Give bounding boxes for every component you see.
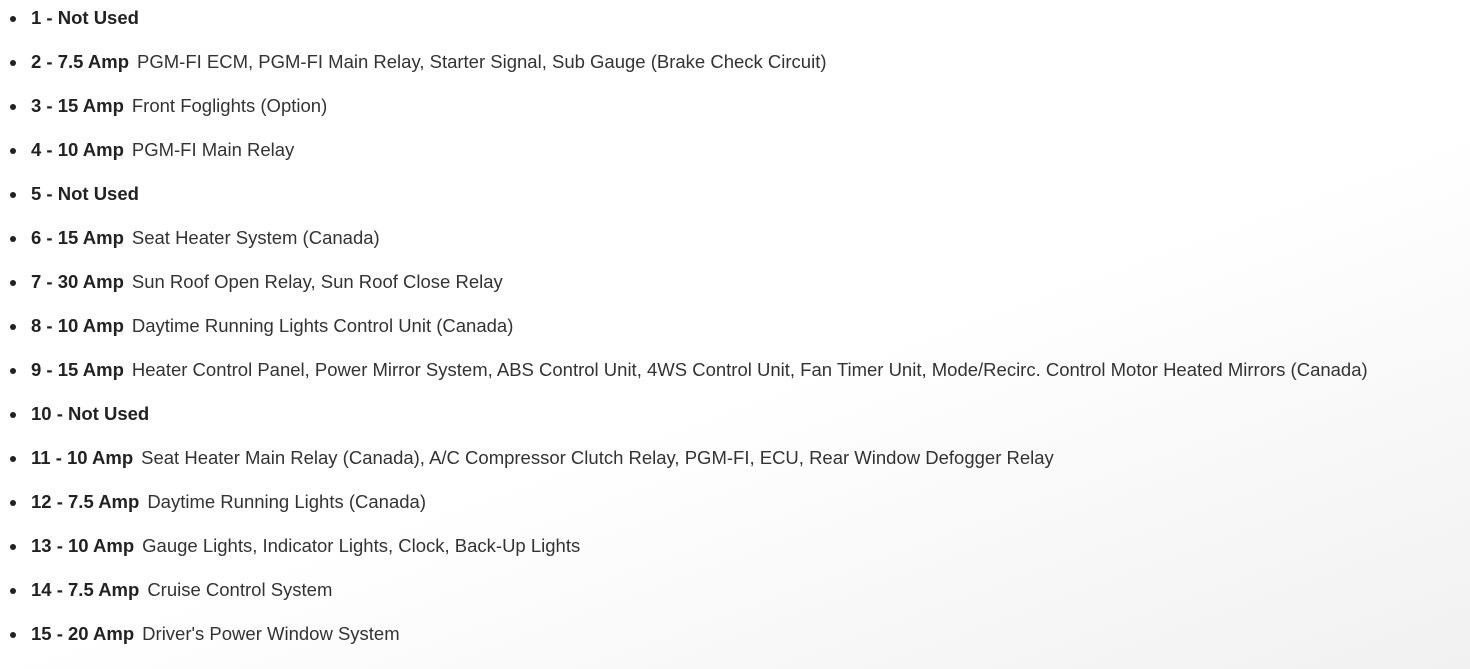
fuse-label: 9 - 15 Amp [31, 359, 124, 380]
fuse-description: PGM-FI ECM, PGM-FI Main Relay, Starter Signal, Sub Gauge (Brake Check Circuit) [137, 51, 827, 72]
fuse-text [31, 183, 147, 205]
fuse-label: 1 - Not Used [31, 7, 139, 28]
fuse-label: 6 - 15 Amp [31, 227, 124, 248]
fuse-text [31, 227, 380, 249]
bullet-icon [10, 544, 16, 550]
fuse-text [31, 535, 580, 557]
fuse-description: Daytime Running Lights (Canada) [147, 491, 426, 512]
fuse-text [31, 139, 294, 161]
fuse-text [31, 623, 400, 645]
fuse-label: 5 - Not Used [31, 183, 139, 204]
fuse-label: 14 - 7.5 Amp [31, 579, 140, 600]
bullet-icon [10, 588, 16, 594]
fuse-text [31, 7, 147, 29]
fuse-label: 10 - Not Used [31, 403, 150, 424]
fuse-label: 2 - 7.5 Amp [31, 51, 130, 72]
fuse-description: Seat Heater Main Relay (Canada), A/C Compressor Clutch Relay, PGM-FI, ECU, Rear Window Defogger Relay [141, 447, 1054, 468]
bullet-icon [10, 104, 16, 110]
fuse-label: 4 - 10 Amp [31, 139, 124, 160]
fuse-text [31, 95, 327, 117]
bullet-icon [10, 60, 16, 66]
fuse-label: 13 - 10 Amp [31, 535, 135, 556]
fuse-description: Front Foglights (Option) [131, 95, 328, 116]
fuse-text [31, 403, 157, 425]
fuse-text [31, 579, 332, 601]
fuse-label: 8 - 10 Amp [31, 315, 124, 336]
fuse-text [31, 359, 1368, 381]
bullet-icon [10, 456, 16, 462]
bullet-icon [10, 16, 16, 22]
bullet-icon [10, 192, 16, 198]
fuse-description: Cruise Control System [147, 579, 333, 600]
fuse-text [31, 271, 503, 293]
bullet-icon [10, 280, 16, 286]
bullet-icon [10, 368, 16, 374]
fuse-description: Daytime Running Lights Control Unit (Canada) [131, 315, 514, 336]
fuse-label: 3 - 15 Amp [31, 95, 124, 116]
fuse-description: Gauge Lights, Indicator Lights, Clock, Back-Up Lights [142, 535, 581, 556]
fuse-text [31, 447, 1054, 469]
fuse-description: PGM-FI Main Relay [131, 139, 295, 160]
bullet-icon [10, 324, 16, 330]
fuse-label: 11 - 10 Amp [31, 447, 134, 468]
fuse-text [31, 51, 827, 73]
bullet-icon [10, 500, 16, 506]
fuse-label: 7 - 30 Amp [31, 271, 124, 292]
fuse-description: Sun Roof Open Relay, Sun Roof Close Relay [131, 271, 503, 292]
fuse-description: Seat Heater System (Canada) [131, 227, 380, 248]
fuse-description: Heater Control Panel, Power Mirror System, ABS Control Unit, 4WS Control Unit, Fan Timer Unit, Mode/Recirc. Control Motor Heated Mirrors (Canada) [131, 359, 1368, 380]
bullet-icon [10, 632, 16, 638]
bullet-icon [10, 412, 16, 418]
fuse-text [31, 491, 426, 513]
bullet-icon [10, 148, 16, 154]
fuse-label: 15 - 20 Amp [31, 623, 135, 644]
fuse-text [31, 315, 513, 337]
fuse-description: Driver's Power Window System [142, 623, 400, 644]
fuse-label: 12 - 7.5 Amp [31, 491, 140, 512]
bullet-icon [10, 236, 16, 242]
